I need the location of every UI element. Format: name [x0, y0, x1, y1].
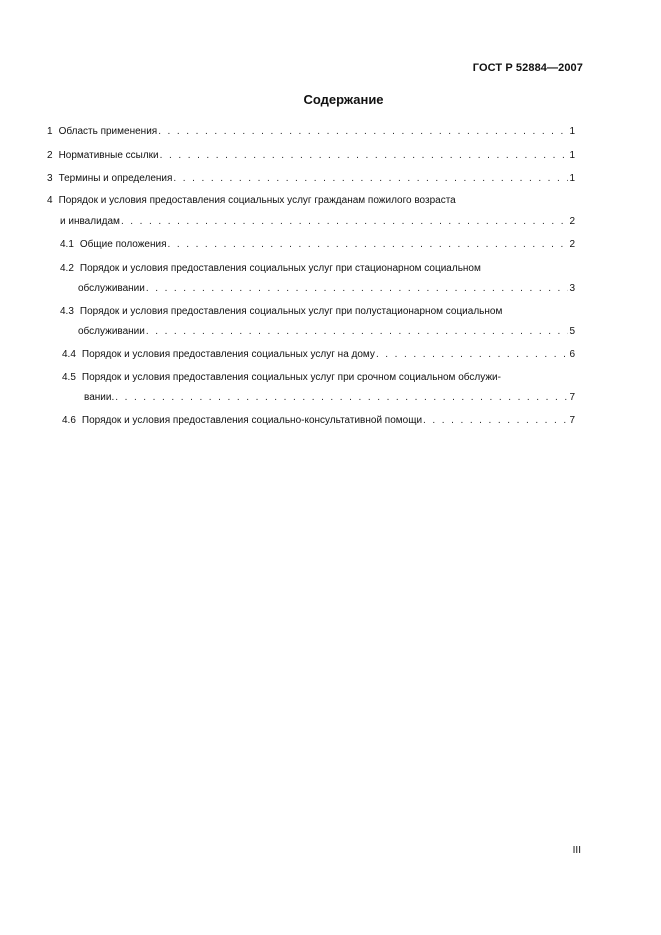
toc-entry-page: 1 [569, 126, 575, 137]
toc-entry-4-2-line1[interactable] [60, 263, 481, 277]
toc-title: Содержание [303, 92, 384, 107]
toc-entry-page: 2 [569, 239, 575, 250]
toc-leader-dots [376, 349, 569, 360]
toc-leader-dots [146, 326, 569, 337]
toc-entry-text: Термины и определения [58, 173, 173, 184]
toc-entry-page: 1 [569, 173, 575, 184]
toc-entry-4-line2[interactable] [60, 216, 575, 230]
toc-entry-page: 3 [569, 283, 575, 294]
toc-entry-number: 2 [47, 150, 53, 161]
toc-entry-number: 4.2 [60, 263, 74, 274]
toc-leader-dots [121, 216, 569, 227]
toc-entry-number: 4.3 [60, 306, 74, 317]
toc-entry-text: Общие положения [79, 239, 167, 250]
toc-entry-4-4[interactable] [62, 349, 575, 363]
toc-entry-number: 3 [47, 173, 53, 184]
toc-entry-number: 1 [47, 126, 53, 137]
toc-entry-4-1[interactable] [60, 239, 575, 253]
toc-entry-4-line1[interactable] [47, 195, 456, 209]
toc-entry-text: обслуживании [78, 326, 145, 337]
toc-entry-4-6[interactable] [62, 415, 575, 429]
toc-entry-text: Порядок и условия предоставления социальных услуг гражданам пожилого возраста [58, 195, 456, 206]
toc-entry-page: 7 [569, 392, 575, 403]
toc-entry-4-3-line1[interactable] [60, 306, 502, 320]
toc-entry-text: вании. [84, 392, 115, 403]
toc-entry-2[interactable] [47, 150, 575, 164]
toc-entry-number: 4.6 [62, 415, 76, 426]
toc-entry-number: 4.1 [60, 239, 74, 250]
toc-leader-dots [168, 239, 569, 250]
toc-entry-4-3-line2[interactable] [78, 326, 575, 340]
toc-entry-text: Нормативные ссылки [58, 150, 159, 161]
document-code: ГОСТ Р 52884—2007 [472, 62, 583, 74]
toc-leader-dots [146, 283, 569, 294]
toc-entry-text: Порядок и условия предоставления социальных услуг при полустационарном социальном [79, 306, 503, 317]
toc-entry-page: 1 [569, 150, 575, 161]
toc-entry-text: Порядок и условия предоставления социальных услуг при срочном социальном обслужи- [81, 372, 501, 383]
toc-entry-4-2-line2[interactable] [78, 283, 575, 297]
toc-entry-text: Порядок и условия предоставления социальных услуг на дому [81, 349, 375, 360]
toc-entry-page: 6 [569, 349, 575, 360]
toc-entry-3[interactable] [47, 173, 575, 187]
toc-entry-text: Порядок и условия предоставления социальных услуг при стационарном социальном [79, 263, 481, 274]
toc-entry-number: 4.4 [62, 349, 76, 360]
toc-entry-text: Область применения [58, 126, 158, 137]
toc-entry-page: 5 [569, 326, 575, 337]
toc-entry-4-5-line1[interactable] [62, 372, 501, 386]
toc-leader-dots [423, 415, 568, 426]
toc-entry-1[interactable] [47, 126, 575, 140]
toc-entry-text: и инвалидам [60, 216, 120, 227]
toc-leader-dots [158, 126, 568, 137]
toc-entry-4-5-line2[interactable] [84, 392, 575, 406]
toc-leader-dots [160, 150, 569, 161]
toc-entry-text: обслуживании [78, 283, 145, 294]
toc-entry-number: 4 [47, 195, 53, 206]
toc-entry-text: Порядок и условия предоставления социально-консультативной помощи [81, 415, 423, 426]
toc-entry-page: 7 [569, 415, 575, 426]
toc-entry-page: 2 [569, 216, 575, 227]
toc-leader-dots [173, 173, 568, 184]
toc-leader-dots [115, 392, 568, 403]
toc-entry-number: 4.5 [62, 372, 76, 383]
page-number: III [572, 845, 581, 856]
